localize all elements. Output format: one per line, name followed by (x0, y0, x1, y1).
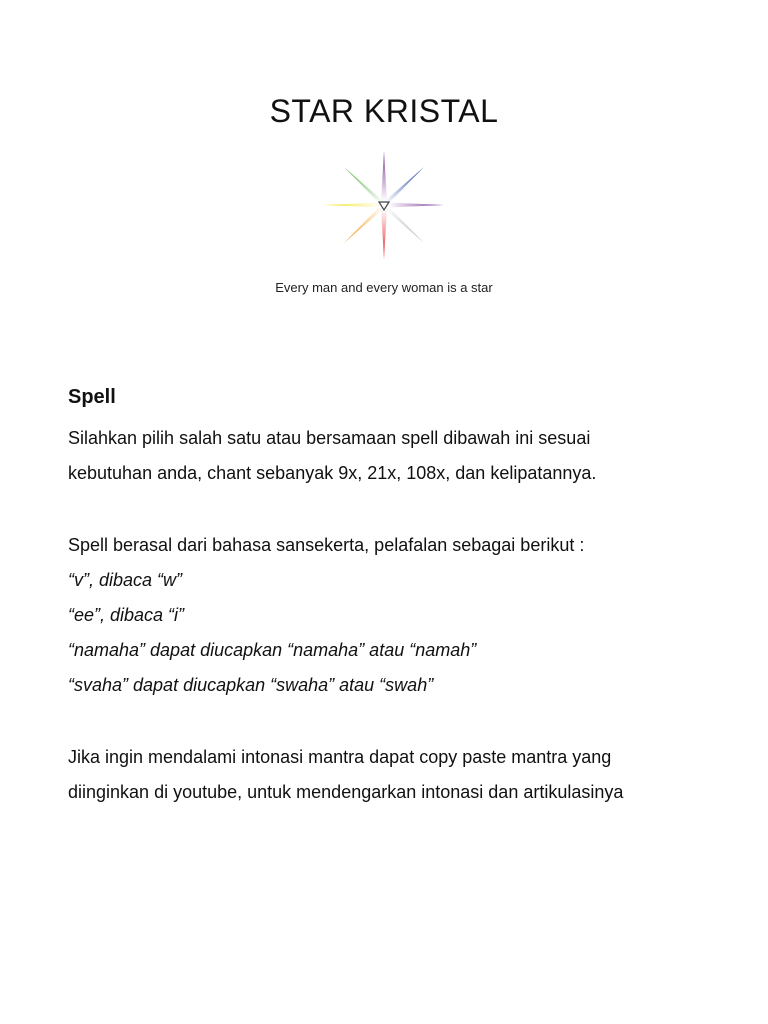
pronunciation-section (68, 528, 728, 703)
intro-paragraph (68, 421, 728, 491)
pronunciation-rule: “ee”, dibaca “i” (68, 605, 185, 625)
closing-line: diinginkan di youtube, untuk mendengarkan intonasi dan artikulasinya (68, 782, 624, 802)
section-heading: Spell (68, 386, 116, 408)
pronunciation-rule: “namaha” dapat diucapkan “namaha” atau “namah” (68, 640, 477, 660)
closing-line: Jika ingin mendalami intonasi mantra dapat copy paste mantra yang (68, 747, 612, 767)
intro-line: kebutuhan anda, chant sebanyak 9x, 21x, 108x, dan kelipatannya. (68, 463, 597, 483)
star-crystal-logo-icon (322, 150, 446, 260)
pronunciation-rule: “v”, dibaca “w” (68, 570, 183, 590)
pronunciation-intro: Spell berasal dari bahasa sansekerta, pelafalan sebagai berikut : (68, 535, 585, 555)
pronunciation-rule: “svaha” dapat diucapkan “swaha” atau “swah” (68, 675, 434, 695)
intro-line: Silahkan pilih salah satu atau bersamaan spell dibawah ini sesuai (68, 428, 591, 448)
closing-paragraph (68, 740, 728, 810)
page-title: STAR KRISTAL (269, 93, 499, 129)
tagline: Every man and every woman is a star (275, 280, 493, 295)
